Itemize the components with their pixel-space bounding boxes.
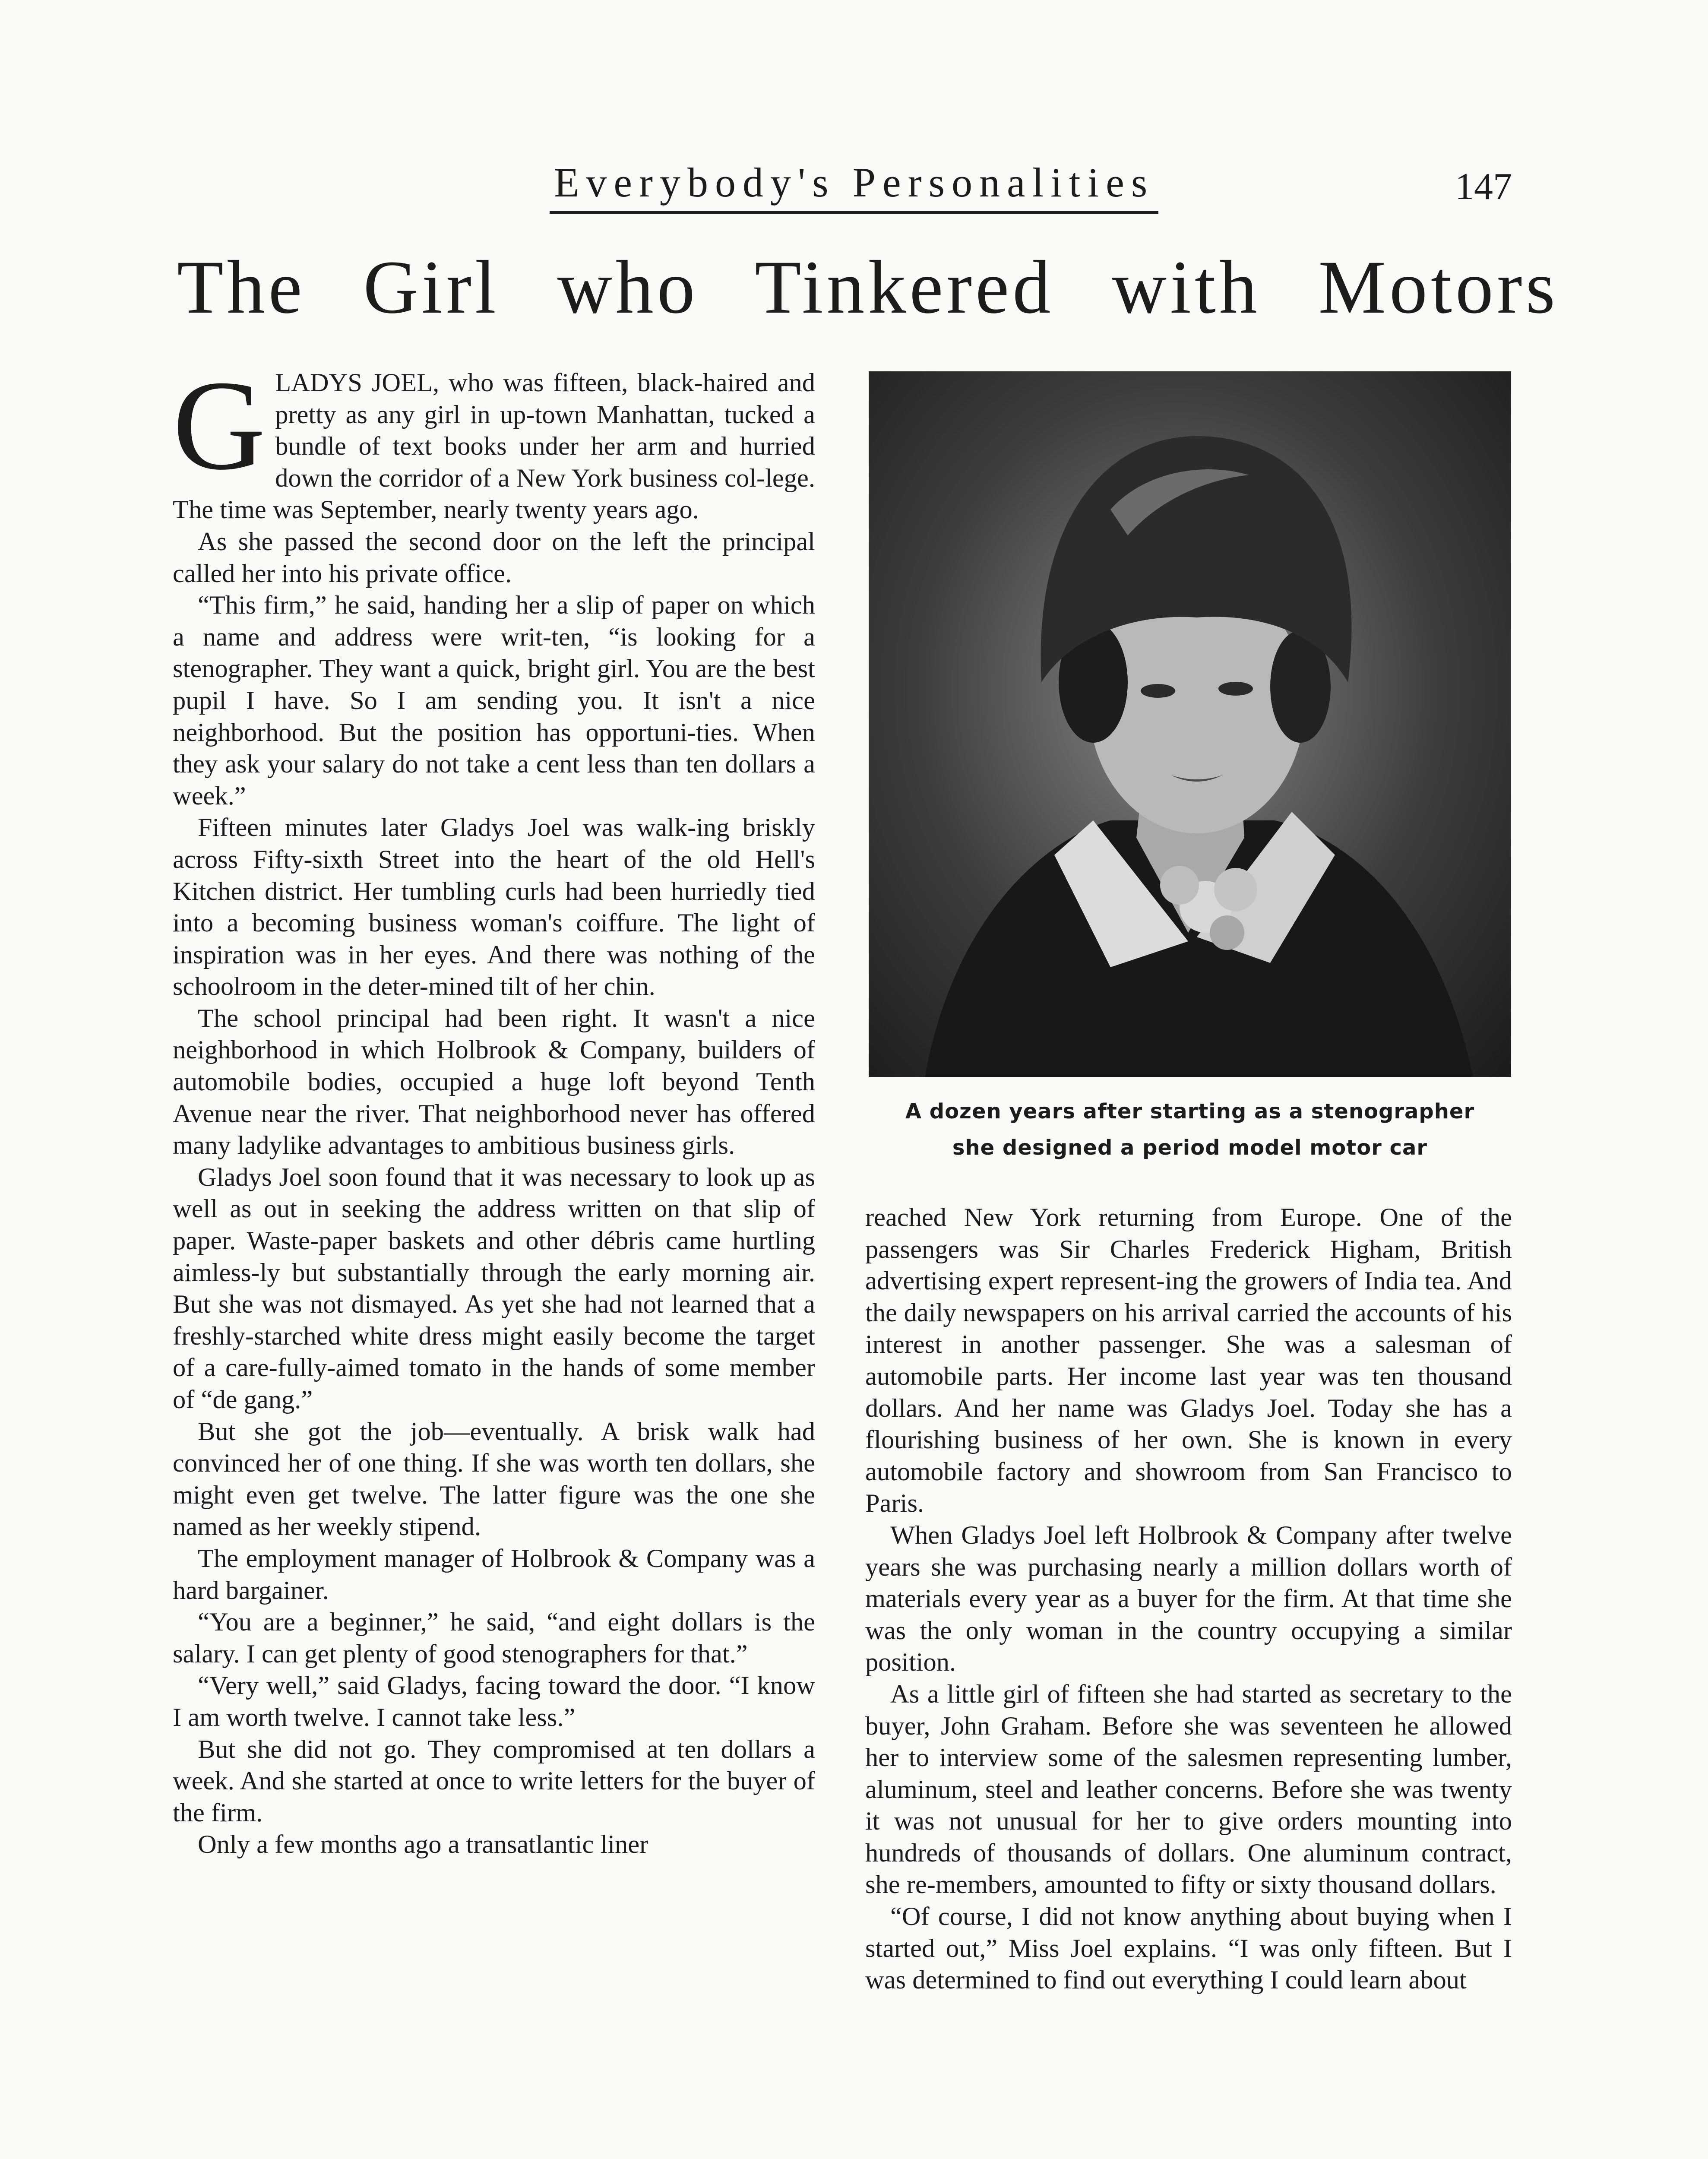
- article-paragraph: Gladys Joel soon found that it was necessary to look up as well as out in seeking the address written on that slip of paper. Waste-paper baskets and other débris came hurtling aimless-ly but substantially through the early morning air. But she was not dismayed. As yet she had not learned that a freshly-starched white dress might easily become the target of a care-fully-aimed tomato in the hands of some member of “de gang.”: [173, 1162, 815, 1414]
- page-number: 147: [1455, 166, 1512, 208]
- article-paragraph: The school principal had been right. It wasn't a nice neighborhood in which Holbrook & Company, builders of automobile bodies, occupied a huge loft beyond Tenth Avenue near the river. That neighborhood never has offered many ladylike advantages to ambitious business girls.: [173, 1004, 815, 1160]
- corsage-flower: [1210, 915, 1244, 950]
- article-paragraph: reached New York returning from Europe. One of the passengers was Sir Charles Frederick Higham, British advertising expert represent-ing the growers of India tea. And the daily newspapers on his arrival carried the accounts of his interest in another passenger. She was a salesman of automobile parts. Her income last year was ten thousand dollars. And her name was Gladys Joel. Today she has a flourishing business of her own. She is known in every automobile factory and showroom from San Francisco to Paris.: [865, 1203, 1512, 1518]
- article-paragraph: Fifteen minutes later Gladys Joel was walk-ing briskly across Fifty-sixth Street into the heart of the old Hell's Kitchen district. Her tumbling curls had been hurriedly tied into a becoming business woman's coiffure. The light of inspiration was in her eyes. And there was nothing of the schoolroom in the deter-mined tilt of her chin.: [173, 813, 815, 1001]
- article-paragraph: “You are a beginner,” he said, “and eight dollars is the salary. I can get plenty of good stenographers for that.”: [173, 1608, 815, 1668]
- article-paragraph: But she did not go. They compromised at ten dollars a week. And she started at once to write letters for the buyer of the firm.: [173, 1735, 815, 1827]
- article-paragraph: “Very well,” said Gladys, facing toward the door. “I know I am worth twelve. I cannot take less.”: [173, 1671, 815, 1732]
- paragraph-text: LADYS JOEL, who was fifteen, black-haired and pretty as any girl in up-town Manhattan, tucked a bundle of text books under her arm and hurried down the corridor of a New York business col-lege. The time was September, nearly twenty years ago.: [173, 368, 815, 525]
- article-paragraph: “Of course, I did not know anything about buying when I started out,” Miss Joel explains. “I was only fifteen. But I was determined to find out everything I could learn about: [865, 1902, 1512, 1995]
- article-paragraph: But she got the job—eventually. A brisk walk had convinced her of one thing. If she was worth ten dollars, she might even get twelve. The latter figure was the one she named as her weekly stipend.: [173, 1417, 815, 1542]
- article-paragraph: [173, 354, 815, 526]
- portrait-photo: [869, 371, 1511, 1077]
- eye-shape: [1141, 684, 1175, 698]
- article-headline: The Girl who Tinkered with Motors: [177, 245, 1559, 329]
- article-paragraph: When Gladys Joel left Holbrook & Company after twelve years she was purchasing nearly a million dollars worth of materials every year as a buyer for the firm. At that time she was the only woman in the country occupying a similar position.: [865, 1520, 1512, 1677]
- running-head: [0, 160, 1708, 214]
- corsage-flower: [1214, 868, 1257, 911]
- article-paragraph: Only a few months ago a transatlantic liner: [198, 1830, 648, 1859]
- article-paragraph: The employment manager of Holbrook & Company was a hard bargainer.: [173, 1544, 815, 1605]
- article-paragraph: As she passed the second door on the left the principal called her into his private office.: [173, 527, 815, 588]
- article-paragraph: As a little girl of fifteen she had started as secretary to the buyer, John Graham. Before she was seventeen he allowed her to interview some of the salesmen representing lumber, aluminum, steel and leather concerns. Before she was twenty it was not unusual for her to give orders mounting into hundreds of thousands of dollars. One aluminum contract, she re-members, amounted to fifty or sixty thousand dollars.: [865, 1679, 1512, 1899]
- drop-cap: G: [173, 354, 266, 497]
- eye-shape: [1218, 682, 1253, 696]
- caption-line: she designed a period model motor car: [952, 1136, 1428, 1160]
- article-paragraph: “This firm,” he said, handing her a slip of paper on which a name and address were writ-ten, “is looking for a stenographer. They want a quick, bright girl. You are the best pupil I have. So I am sending you. It isn't a nice neighborhood. But the position has opportuni-ties. When they ask your salary do not take a cent less than ten dollars a week.”: [173, 591, 815, 810]
- caption-line: A dozen years after starting as a stenographer: [905, 1099, 1475, 1124]
- photo-caption: [869, 1093, 1511, 1166]
- corsage-flower: [1160, 866, 1199, 905]
- article-column-left: [173, 354, 815, 1861]
- portrait-illustration: [869, 371, 1511, 1077]
- article-column-right: [865, 1202, 1512, 1996]
- section-title: Everybody's Personalities: [550, 160, 1158, 214]
